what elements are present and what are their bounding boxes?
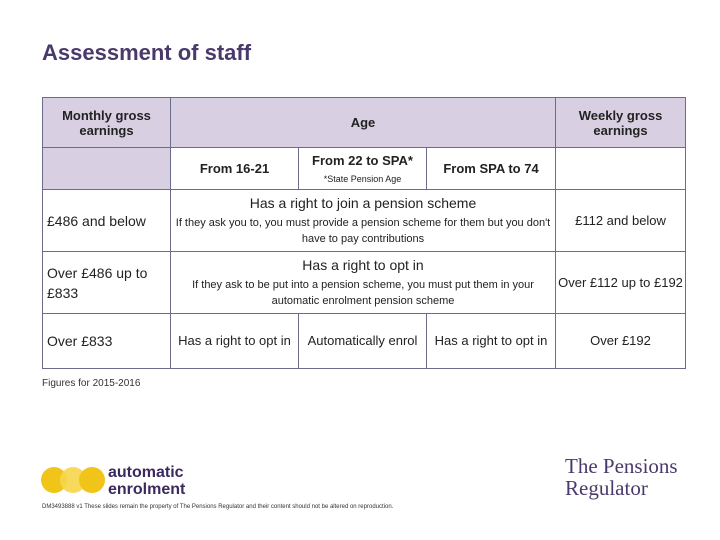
row2-title: Has a right to opt in bbox=[302, 256, 424, 273]
disclaimer-text: DM3493888 v1 These slides remain the property of The Pensions Regulator and their content should not be altered on reproduction. bbox=[42, 504, 394, 510]
age-band-22-spa: From 22 to SPA* *State Pension Age bbox=[299, 148, 427, 190]
row3-monthly: Over £833 bbox=[43, 314, 171, 369]
row1-monthly: £486 and below bbox=[43, 190, 171, 252]
header-blank-right bbox=[556, 148, 686, 190]
age-band-16-21: From 16-21 bbox=[171, 148, 299, 190]
header-age: Age bbox=[171, 98, 556, 148]
pensions-regulator-logo: The Pensions Regulator bbox=[565, 454, 678, 500]
age-band-spa-74: From SPA to 74 bbox=[427, 148, 556, 190]
row1-description bbox=[171, 190, 556, 252]
header-weekly: Weekly gross earnings bbox=[556, 98, 686, 148]
figures-note: Figures for 2015-2016 bbox=[42, 378, 141, 389]
header-monthly: Monthly gross earnings bbox=[43, 98, 171, 148]
page-title: Assessment of staff bbox=[42, 40, 252, 65]
row2-subtext: If they ask to be put into a pension scheme, you must put them in your automatic enrolment pension scheme bbox=[192, 278, 534, 307]
row2-monthly: Over £486 up to £833 bbox=[43, 252, 171, 314]
automatic-enrolment-wordmark: automatic enrolment bbox=[108, 464, 186, 498]
row1-title: Has a right to join a pension scheme bbox=[249, 194, 477, 211]
assessment-table bbox=[42, 97, 686, 369]
row2-weekly: Over £112 up to £192 bbox=[556, 252, 686, 314]
row3-col3: Has a right to opt in bbox=[427, 314, 556, 369]
row3-col1: Has a right to opt in bbox=[171, 314, 299, 369]
spa-footnote: *State Pension Age bbox=[323, 174, 402, 184]
row3-weekly: Over £192 bbox=[556, 314, 686, 369]
row1-subtext: If they ask you to, you must provide a pension scheme for them but you don't have to pay contributions bbox=[175, 216, 551, 245]
header-blank-left bbox=[43, 148, 171, 190]
row1-weekly: £112 and below bbox=[556, 190, 686, 252]
row2-description bbox=[171, 252, 556, 314]
row3-col2: Automatically enrol bbox=[299, 314, 427, 369]
